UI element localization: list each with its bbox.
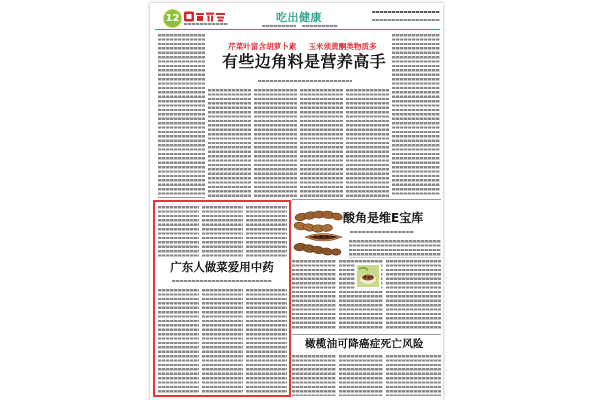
body-text-column — [339, 355, 383, 396]
tamarind-photo — [292, 203, 347, 258]
article-tamarind[interactable] — [292, 200, 441, 333]
article-byline — [258, 80, 352, 82]
article-byline — [172, 280, 272, 282]
section-caption — [302, 25, 338, 27]
page-number-badge: 12 — [163, 9, 182, 28]
body-text-column — [158, 206, 199, 258]
newspaper-page — [150, 3, 443, 400]
body-text-column — [349, 240, 441, 258]
masthead-rule — [155, 29, 440, 30]
article-byline — [350, 231, 414, 233]
article-subheads — [228, 43, 377, 51]
issue-info — [372, 11, 440, 13]
masthead-subline — [184, 23, 228, 25]
body-text-column — [208, 89, 251, 197]
body-text-column — [292, 355, 336, 396]
body-text-column — [158, 34, 205, 198]
body-text-column — [202, 289, 243, 393]
article-olive-oil[interactable] — [292, 334, 441, 397]
body-text-column — [246, 206, 287, 258]
section-caption — [262, 25, 296, 27]
body-text-column — [386, 260, 441, 330]
article-edge-scraps[interactable] — [156, 32, 441, 198]
article-title: 有些边角料是营养高手 — [222, 52, 387, 71]
body-text-column — [346, 89, 389, 197]
subhead-left: 芹菜叶富含胡萝卜素 — [228, 42, 297, 51]
small-photo — [355, 263, 381, 289]
body-text-column — [254, 89, 297, 197]
body-text-column — [392, 34, 440, 196]
article-title: 橄榄油可降癌症死亡风险 — [305, 338, 424, 350]
article-title: 酸角是维E宝库 — [343, 211, 424, 225]
body-text-column — [292, 260, 336, 330]
masthead-logo — [184, 11, 226, 22]
body-text-column — [202, 206, 243, 258]
article-guangdong-herbs[interactable] — [153, 200, 291, 397]
section-title: 吃出健康 — [276, 11, 322, 24]
subhead-right: 玉米须黄酮类物质多 — [308, 42, 377, 51]
body-text-column — [300, 89, 343, 197]
body-text-column — [158, 289, 199, 393]
body-text-column — [246, 289, 287, 393]
editor-info — [372, 19, 440, 21]
body-text-column — [386, 355, 441, 396]
article-title: 广东人做菜爱用中药 — [170, 260, 274, 274]
